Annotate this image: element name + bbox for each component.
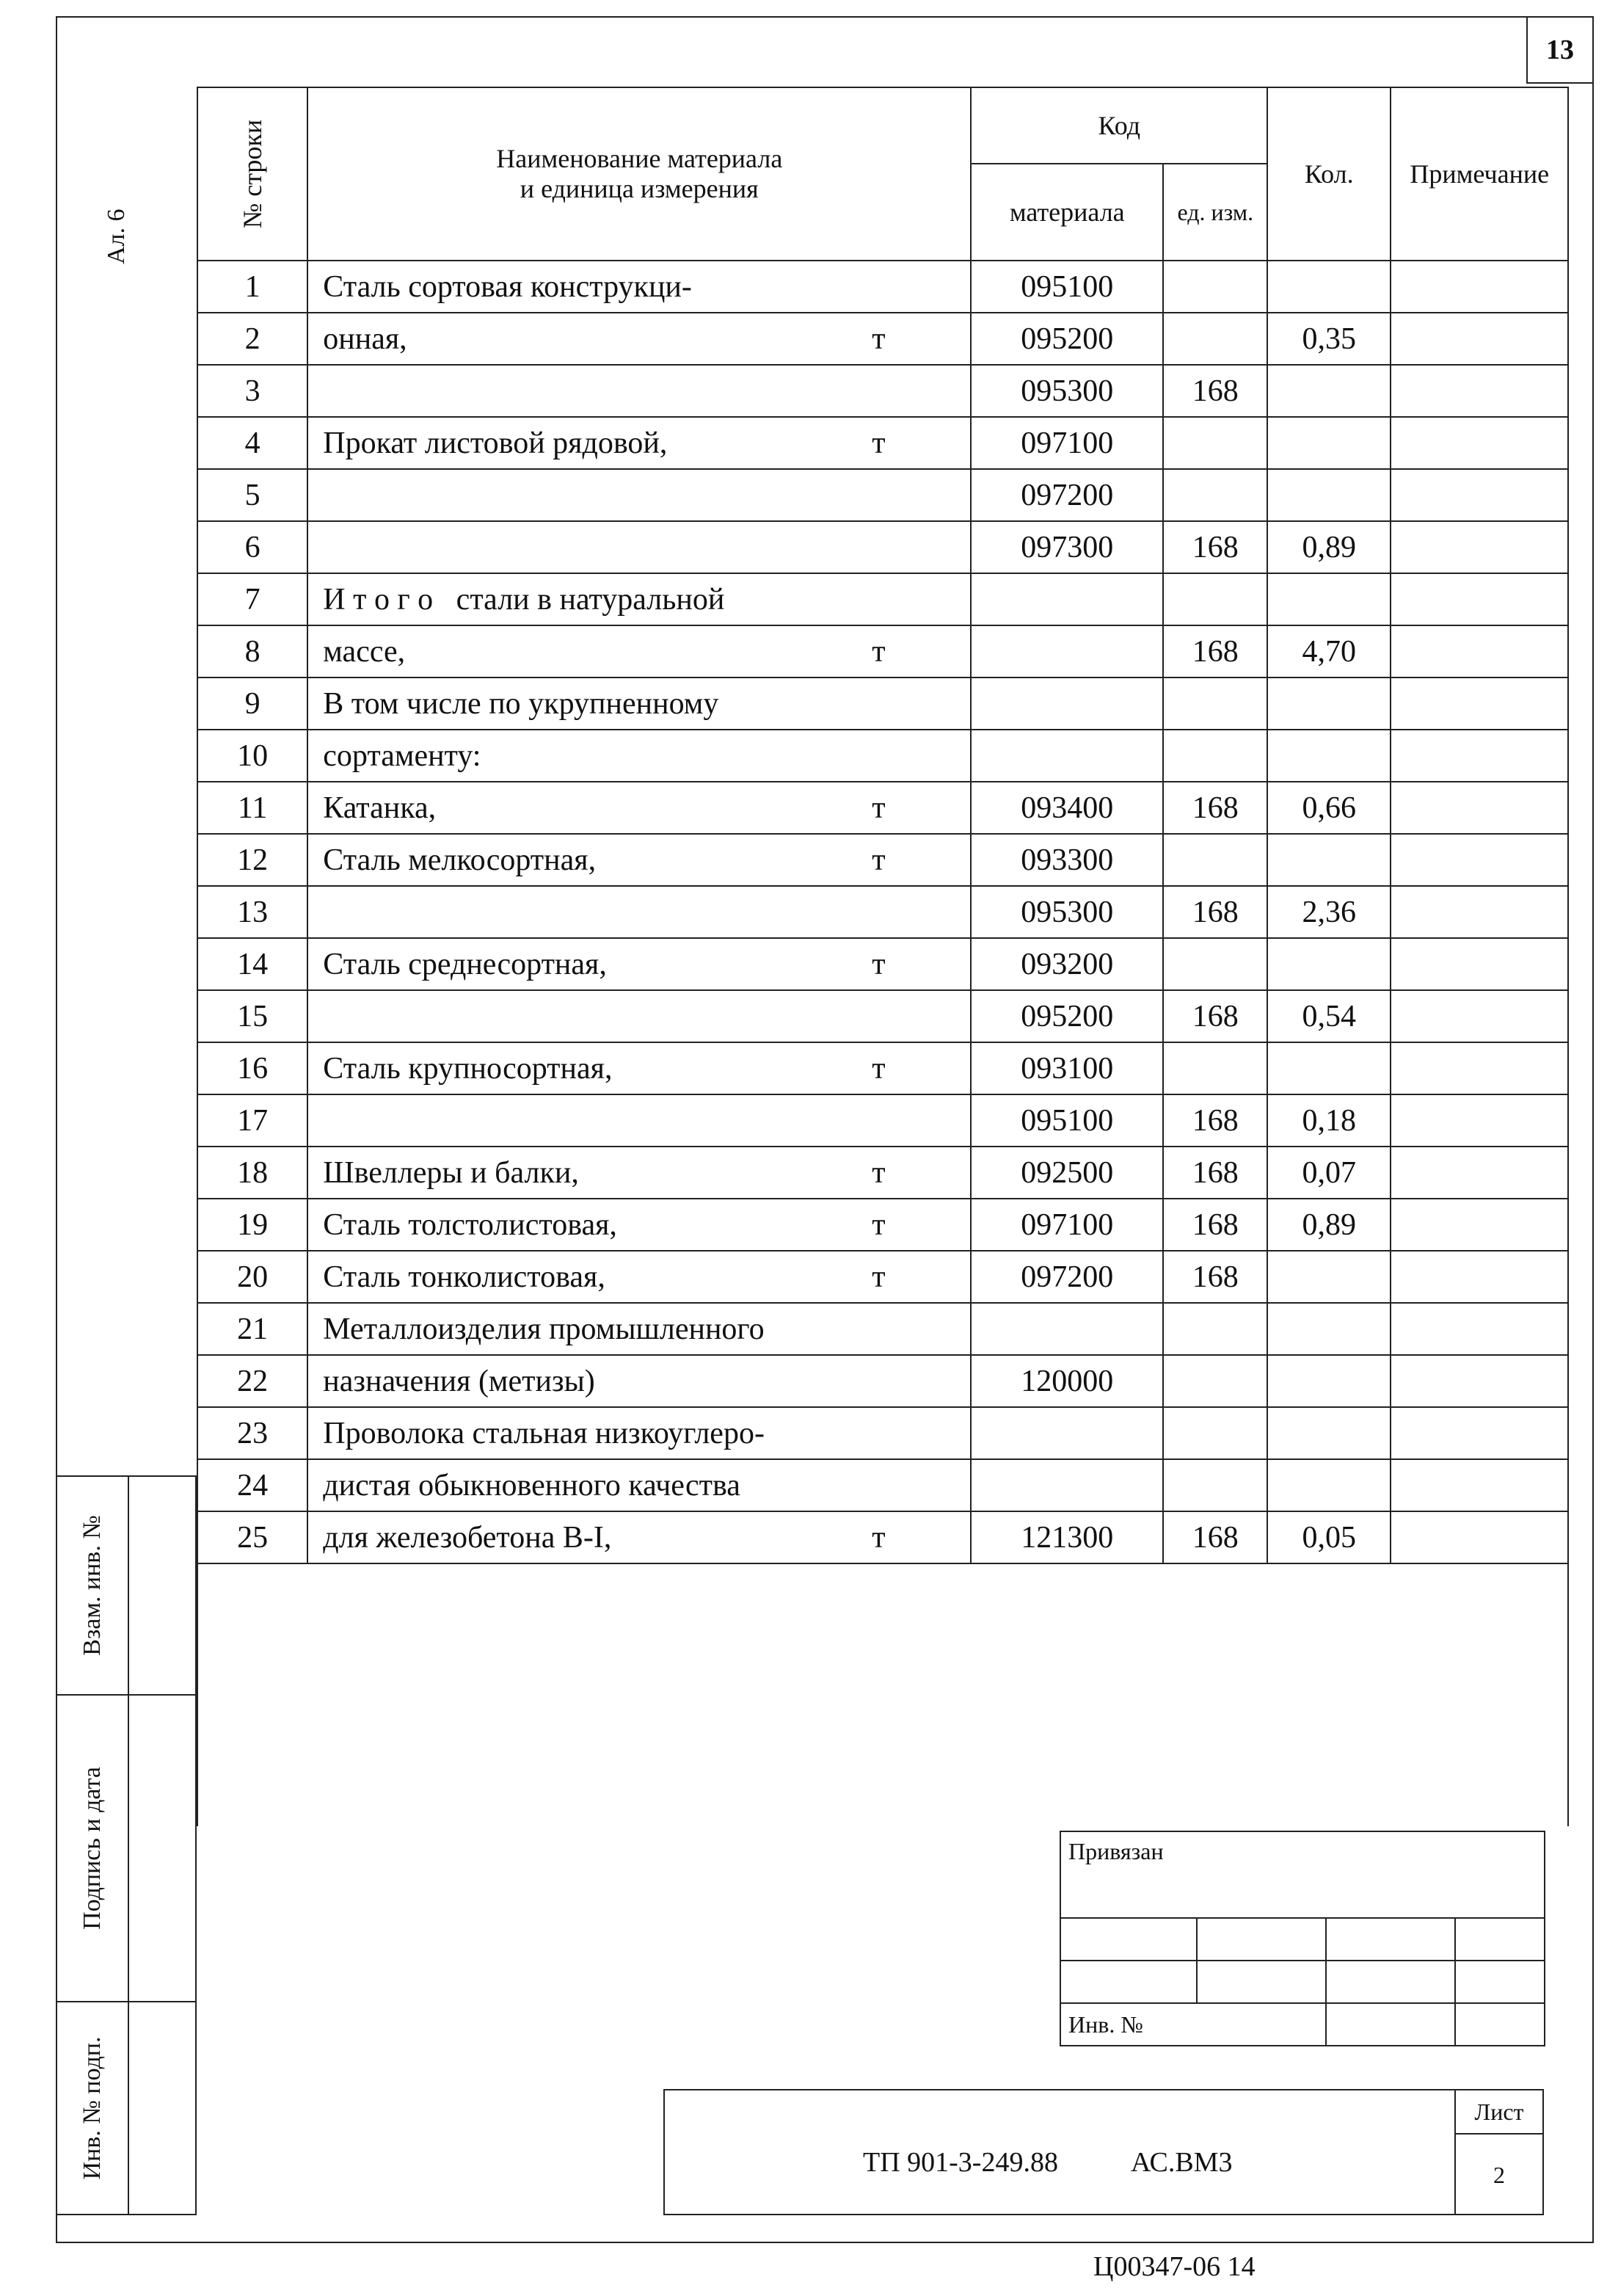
header-qty: Кол. [1267,87,1391,261]
row-note [1391,1147,1568,1199]
table-row [197,261,1568,313]
row-name-cell [307,625,971,677]
table-row [197,625,1568,677]
table-row [197,573,1568,625]
row-material-code: 121300 [971,1511,1163,1563]
row-name: Сталь толстолистовая, [323,1207,617,1242]
table-row [197,834,1568,886]
row-note [1391,938,1568,990]
row-name: для железобетона B-I, [323,1520,612,1555]
row-unit-code [1163,677,1267,730]
row-quantity: 4,70 [1267,625,1391,677]
side-stamp-replace [56,1475,197,1696]
row-name-cell [307,1042,971,1094]
footer-code: Ц00347-06 14 [1093,2251,1256,2282]
row-quantity: 0,35 [1267,313,1391,365]
table-row [197,1511,1568,1563]
row-unit-letter: т [872,843,886,877]
header-code-material: материала [971,164,1163,261]
row-number: 21 [197,1303,307,1355]
row-name: Сталь крупносортная, [323,1051,613,1086]
row-name: Швеллеры и балки, [323,1155,579,1190]
row-quantity [1267,1303,1391,1355]
row-unit-code [1163,1303,1267,1355]
row-name: Сталь тонколистовая, [323,1260,605,1294]
row-material-code: 092500 [971,1147,1163,1199]
header-code: Код [971,87,1267,164]
side-note: Ал. 6 [103,208,130,264]
header-name: Наименование материала и единица измерения [307,87,971,261]
row-unit-code [1163,261,1267,313]
row-number: 14 [197,938,307,990]
table-row [197,1459,1568,1511]
attached-block [1060,1831,1545,2046]
side-label-signature: Подпись и дата [79,1767,106,1930]
row-unit-code: 168 [1163,990,1267,1042]
row-note [1391,417,1568,469]
row-name-cell [307,365,971,417]
table-row [197,1407,1568,1459]
row-material-code: 120000 [971,1355,1163,1407]
row-quantity [1267,677,1391,730]
row-quantity [1267,1355,1391,1407]
row-number: 1 [197,261,307,313]
row-unit-code [1163,313,1267,365]
row-material-code: 097300 [971,521,1163,573]
row-material-code: 093400 [971,782,1163,834]
row-name-cell [307,573,971,625]
row-quantity [1267,1042,1391,1094]
row-note [1391,1199,1568,1251]
row-name-cell [307,938,971,990]
row-number: 24 [197,1459,307,1511]
row-note [1391,1303,1568,1355]
row-name: дистая обыкновенного качества [323,1468,740,1503]
row-name-cell [307,521,971,573]
row-material-code: 097200 [971,469,1163,521]
table-row [197,1355,1568,1407]
row-unit-letter: т [872,1520,886,1555]
row-name-cell [307,261,971,313]
row-name: И т о г о стали в натуральной [323,582,725,617]
table-row [197,782,1568,834]
header-row-no: № строки [197,87,307,261]
row-unit-code: 168 [1163,1251,1267,1303]
row-name: массе, [323,634,406,669]
row-number: 7 [197,573,307,625]
sheet-block [1454,2089,1544,2215]
row-name-cell [307,1459,971,1511]
table-row [197,1251,1568,1303]
row-name-cell [307,1199,971,1251]
row-note [1391,365,1568,417]
row-number: 17 [197,1094,307,1147]
row-material-code: 095300 [971,886,1163,938]
table-row [197,313,1568,365]
table-row [197,1303,1568,1355]
row-unit-letter: т [872,1207,886,1242]
row-name-cell [307,886,971,938]
row-number: 15 [197,990,307,1042]
row-material-code [971,573,1163,625]
row-name-cell [307,417,971,469]
row-unit-letter: т [872,947,886,981]
row-note [1391,1042,1568,1094]
row-material-code [971,1407,1163,1459]
row-name-cell [307,730,971,782]
row-material-code: 097200 [971,1251,1163,1303]
table-row [197,730,1568,782]
title-block [663,2089,1456,2215]
row-unit-code [1163,834,1267,886]
row-unit-code [1163,417,1267,469]
row-unit-code [1163,573,1267,625]
side-stamp-signature [56,1694,197,2002]
header-note: Примечание [1391,87,1568,261]
row-unit-letter: т [872,1260,886,1294]
row-name-cell [307,469,971,521]
row-number: 5 [197,469,307,521]
row-note [1391,1407,1568,1459]
row-name: Проволока стальная низкоуглеро- [323,1416,765,1450]
row-quantity: 0,66 [1267,782,1391,834]
row-name-cell [307,1094,971,1147]
table-row [197,365,1568,417]
row-note [1391,521,1568,573]
row-material-code: 095100 [971,261,1163,313]
row-note [1391,1511,1568,1563]
row-name-cell [307,313,971,365]
row-unit-code: 168 [1163,782,1267,834]
row-unit-letter: т [872,1155,886,1190]
row-quantity: 0,05 [1267,1511,1391,1563]
sheet-number: 2 [1493,2161,1505,2188]
row-unit-code: 168 [1163,1094,1267,1147]
row-unit-code: 168 [1163,1199,1267,1251]
row-quantity: 0,18 [1267,1094,1391,1147]
row-material-code: 093300 [971,834,1163,886]
row-unit-code: 168 [1163,1147,1267,1199]
table-empty-area [197,1563,1568,1826]
table-row [197,1199,1568,1251]
row-quantity [1267,730,1391,782]
table-row [197,1094,1568,1147]
row-note [1391,469,1568,521]
row-name: Прокат листовой рядовой, [323,426,668,460]
row-name-cell [307,782,971,834]
row-number: 19 [197,1199,307,1251]
doc-code: ТП 901-3-249.88 [863,2147,1058,2178]
sheet-label: Лист [1456,2090,1542,2135]
row-material-code [971,1303,1163,1355]
row-unit-code [1163,1042,1267,1094]
row-number: 13 [197,886,307,938]
table-row [197,990,1568,1042]
row-note [1391,1094,1568,1147]
row-note [1391,677,1568,730]
row-name-cell [307,1147,971,1199]
row-note [1391,625,1568,677]
row-number: 23 [197,1407,307,1459]
row-quantity [1267,1407,1391,1459]
row-note [1391,573,1568,625]
row-name-cell [307,677,971,730]
side-label-inv: Инв. № подп. [79,2036,106,2180]
row-quantity [1267,938,1391,990]
row-unit-letter: т [872,634,886,669]
row-material-code [971,1459,1163,1511]
row-quantity [1267,573,1391,625]
table-row [197,1042,1568,1094]
row-unit-code [1163,1459,1267,1511]
row-number: 3 [197,365,307,417]
row-number: 25 [197,1511,307,1563]
row-material-code: 093100 [971,1042,1163,1094]
row-name-cell [307,1303,971,1355]
row-name: Сталь среднесортная, [323,947,607,981]
row-number: 18 [197,1147,307,1199]
row-name: сортаменту: [323,738,481,773]
row-name: В том числе по укрупненному [323,686,719,721]
table-row [197,1147,1568,1199]
row-note [1391,1251,1568,1303]
table-row [197,677,1568,730]
row-name-cell [307,1407,971,1459]
table-row [197,886,1568,938]
row-note [1391,1459,1568,1511]
row-unit-code [1163,469,1267,521]
table-row [197,521,1568,573]
row-material-code [971,677,1163,730]
row-unit-code: 168 [1163,1511,1267,1563]
row-quantity [1267,365,1391,417]
row-number: 22 [197,1355,307,1407]
row-number: 20 [197,1251,307,1303]
side-label-replace: Взам. инв. № [79,1515,106,1656]
inv-no-label: Инв. № [1060,2003,1326,2046]
row-material-code: 097100 [971,417,1163,469]
row-quantity [1267,469,1391,521]
row-quantity [1267,834,1391,886]
row-number: 9 [197,677,307,730]
row-unit-code: 168 [1163,886,1267,938]
row-name-cell [307,1511,971,1563]
page-number: 13 [1526,16,1594,84]
row-name-cell [307,1251,971,1303]
row-note [1391,1355,1568,1407]
row-name: назначения (метизы) [323,1364,595,1398]
row-note [1391,886,1568,938]
row-number: 11 [197,782,307,834]
row-quantity: 0,89 [1267,521,1391,573]
row-unit-letter: т [872,791,886,825]
row-number: 16 [197,1042,307,1094]
row-unit-letter: т [872,1051,886,1086]
row-unit-letter: т [872,321,886,356]
row-quantity [1267,1459,1391,1511]
row-unit-letter: т [872,426,886,460]
row-name-cell [307,990,971,1042]
row-name: онная, [323,321,407,356]
row-note [1391,782,1568,834]
side-stamp-inv [56,2001,197,2215]
row-note [1391,990,1568,1042]
row-note [1391,730,1568,782]
row-material-code: 095300 [971,365,1163,417]
row-note [1391,313,1568,365]
row-note [1391,834,1568,886]
row-material-code: 093200 [971,938,1163,990]
row-unit-code: 168 [1163,625,1267,677]
row-name: Металлоизделия промышленного [323,1312,765,1346]
row-material-code: 095100 [971,1094,1163,1147]
doc-mark: АС.ВМ3 [1130,2147,1233,2178]
row-unit-code: 168 [1163,365,1267,417]
row-name: Сталь мелкосортная, [323,843,597,877]
materials-table [197,87,1569,1826]
row-quantity: 2,36 [1267,886,1391,938]
row-quantity [1267,417,1391,469]
row-quantity [1267,261,1391,313]
row-material-code: 095200 [971,990,1163,1042]
row-number: 2 [197,313,307,365]
row-number: 10 [197,730,307,782]
row-unit-code [1163,1407,1267,1459]
table-row [197,417,1568,469]
row-name-cell [307,1355,971,1407]
row-material-code: 097100 [971,1199,1163,1251]
row-material-code [971,625,1163,677]
row-note [1391,261,1568,313]
row-unit-code [1163,1355,1267,1407]
row-quantity [1267,1251,1391,1303]
row-name-cell [307,834,971,886]
row-name: Катанка, [323,791,437,825]
table-row [197,938,1568,990]
row-number: 8 [197,625,307,677]
row-material-code [971,730,1163,782]
table-row [197,469,1568,521]
attached-label: Привязан [1060,1831,1545,1918]
row-number: 4 [197,417,307,469]
row-quantity: 0,07 [1267,1147,1391,1199]
row-quantity: 0,54 [1267,990,1391,1042]
row-material-code: 095200 [971,313,1163,365]
header-code-unit: ед. изм. [1163,164,1267,261]
row-quantity: 0,89 [1267,1199,1391,1251]
row-unit-code [1163,938,1267,990]
row-unit-code: 168 [1163,521,1267,573]
row-name: Сталь сортовая конструкци- [323,269,692,304]
row-unit-code [1163,730,1267,782]
row-number: 6 [197,521,307,573]
row-number: 12 [197,834,307,886]
